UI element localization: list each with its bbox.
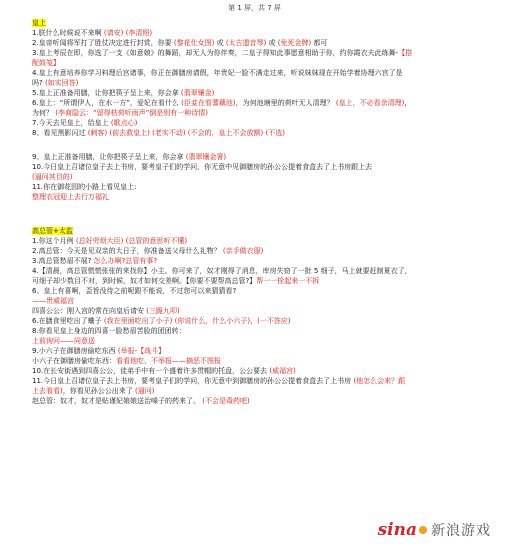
answer-text: (翡翠镶金箸) [185,153,227,161]
section-gaozongguan [32,226,498,406]
answer-text: (刺客) [87,129,108,137]
text-line [32,162,498,172]
question-text: 4.【清晨，高总管慌慌张张的来找你】小主。你可来了，奴才刚得了消息，库房失窃了一批 5 细子，马上就要赶制夏衣了， [32,267,412,275]
question-text: ， [404,99,412,107]
text-line [32,246,498,256]
text-line [32,236,498,246]
question-text: 6、皇上有喜啊，歪旨没待之前呢跟不能说，不过您可以来猜猜看? [32,287,237,295]
answer-text: (皇上，不必看余清理) [335,99,405,107]
question-text: 1.你这个月例 [32,237,76,245]
question-text: ， [250,317,258,325]
page-header: 第 1 屏，共 7 屏 [228,4,281,12]
text-line [32,306,498,316]
question-text: 6.在膳食里吃出了蛐子 [32,317,104,325]
text-line [32,286,498,296]
answer-text: 怎么办啊?总管有事? [93,257,158,265]
text-line [32,192,498,202]
text-line [32,366,498,376]
question-text: 或 [214,39,226,47]
text-line [32,326,498,336]
text-line [32,38,498,48]
question-text: 9、皇上正准备用膳，让你把筷子呈上来，你会拿 [32,153,186,161]
question-text: 四喜公公：刚入宫的常在向皇后请安 [32,307,147,315]
text-line [32,376,498,386]
text-line [32,28,498,38]
answer-text: (黎花仕女图) [173,39,215,47]
answer-text: (一不答应) [257,317,291,325]
text-line [32,152,498,162]
section-lines [32,28,498,202]
text-line [32,356,498,366]
section-lines [32,236,498,406]
answer-text: 上前询问——同意送 [32,337,95,345]
answer-text: (逼问其目的) [32,173,73,181]
text-line [32,108,498,118]
text-line [32,98,498,108]
answer-text: (他怎么会来？跟 [353,377,406,385]
question-text: 10.今日皇上召诸位皇子去上书房，要考皇子们的学问，你无意中见御膳房的孙公公提着食盒去了上书房跟上去 [32,163,373,171]
answer-text: (李商隐云：“留得枯荷听雨声”倒是别有一种诗情) [55,109,208,117]
answer-text: (三跪九叩) [146,307,180,315]
answer-text: 上去看看) [32,387,63,395]
question-text: 8.你看见皇上身边的四喜一脸愁眉苦脸的团团转： [32,327,186,335]
section-title: 皇上 [32,19,46,27]
question-text: 3.高总管愁眉不展? [32,257,94,265]
answer-text: 配鼓笺】 [32,59,60,67]
question-text: 赵总管：奴才，奴才是贴谨妃娘娘送治嗓子的药来了。 [32,397,203,405]
question-text: 9.小六子在御膳房偷吃东西 [32,347,118,355]
answer-text: (举报-【战斗】 [117,347,166,355]
text-line [32,58,498,68]
text-line [32,48,498,58]
sina-eye-icon [419,526,427,534]
answer-text: 帮一一拴起来一不拆 [256,277,320,285]
question-text: 7.今天去见皇上，给皇上 [32,119,111,127]
section-title: 高总管+太监 [32,227,73,235]
text-line [32,276,498,286]
text-line [32,68,498,78]
answer-text: (免死金牌) [277,39,312,47]
question-text: 4.皇上有意培养你学习料理后宫诸事，你正在御膳房请假，年贵妃一脸不满走过来，听说妹妹现在开始学着协理六宫了是 [32,69,403,77]
question-text: 或 [266,39,278,47]
answer-text: (前去救皇上) [109,129,150,137]
answer-text: (臣妾在看蓍藕池) [181,99,236,107]
answer-text: (不会是毒药吧) [202,397,250,405]
question-text: 3.皇上考辰在即，你选了一支《如意娘》的舞蹈，却无人为你伴奏，二皇子得知此事愿意相助于你，约你霞衣夫此练舞- [32,49,399,57]
answer-text: (歌点心) [110,119,138,127]
text-line [32,88,498,98]
watermark-text: 新浪游戏 [431,523,491,539]
text-line [32,336,498,346]
answer-text: (你说什么，什么小六子) [174,317,251,325]
question-text: 8、看见黑影闪过 [32,129,88,137]
spacer [32,138,498,152]
text-line [32,78,498,88]
question-text: 11.你在御花园的小路上看见皇上: [32,183,137,191]
text-line [32,118,498,128]
answer-text: ——贵威福宫 [32,297,74,305]
question-text: 都可 [311,39,328,47]
question-text: 为何？ [32,109,56,117]
question-text: 6.皇上：“所谓伊人，在水一方”，爱妃在看什么 [32,99,182,107]
answer-text: 【搭 [398,49,413,57]
question-text: ，为何池塘里的荷叶无人清理？ [235,99,336,107]
text-line [32,172,498,182]
answer-text: (逼问) [134,387,155,395]
answer-text: (不选) [265,129,285,137]
question-text: 可细子却少数目不对，到时候，奴才如何交差啊。【你要不要帮高总管?】 [32,277,257,285]
answer-text: 看看他吃，不举报——摘恶不图报 [116,357,221,365]
answer-text: (总管的意思听不懂) [125,237,188,245]
question-text: 2.高总管：今天是见双亲的大日子，你准备送父母什么礼物？ [32,247,223,255]
question-text: 10.在长安街遇到四喜公公，徒弟手中有一个盛着许多贯帽的托盘，公公要去 [32,367,270,375]
answer-text: (翡翠镶金) [180,89,215,97]
text-line [32,128,498,138]
question-text: 5.皇上正准备用膳，让你把筷子呈上来，你会拿 [32,89,181,97]
question-text: 吗? [32,79,45,87]
text-line [32,256,498,266]
section-huangshang [32,18,498,202]
text-line [32,316,498,326]
text-line [32,396,498,406]
answer-text: (请安) (李清照) [103,29,153,37]
question-text: 小六子在御膳房偷吃东西： [32,357,116,365]
answer-text: (亲手做衣服) [222,247,264,255]
answer-text: (我在里面吃出了小子) [103,317,173,325]
sina-logo: sina [377,520,417,540]
answer-text: (总好劳烦大臣) [75,237,124,245]
text-line [32,386,498,396]
answer-text: 整理衣冠迎上去行万福礼 [32,193,109,201]
sina-games-watermark [378,520,491,540]
question-text: 2.皇帝听闻将军打了胜仗决定进行封赏，你要 [32,39,174,47]
question-text: 1.朕什么时候说不来啊 [32,29,104,37]
question-text: ，你看见孙公公出来了 [62,387,135,395]
text-line [32,182,498,192]
answer-text: (太古遗音琴) [225,39,267,47]
text-line [32,346,498,356]
question-text: 11.今日皇上召诸位皇子去上书房，要考皇子们的学问，你无意中到御膳房的孙公公提着食盒去了上书房 [32,377,354,385]
answer-text: (不会的，皇上不会放额) [187,129,264,137]
document-body [32,18,498,406]
answer-text: (如实回答) [44,79,79,87]
answer-text: (老实不动) [152,129,186,137]
answer-text: (威福宫) [269,367,296,375]
text-line [32,266,498,276]
text-line [32,296,498,306]
